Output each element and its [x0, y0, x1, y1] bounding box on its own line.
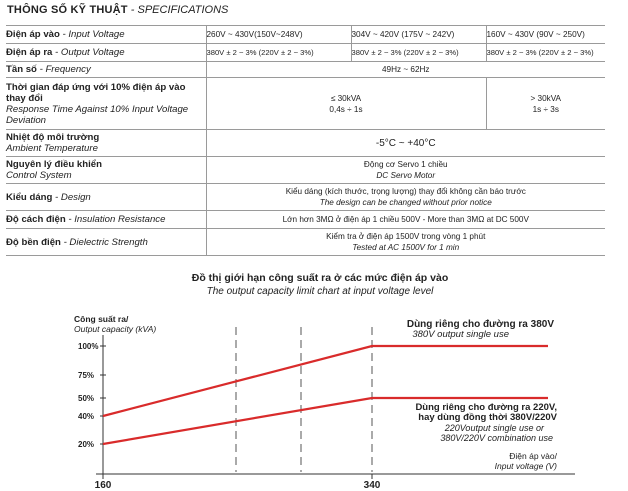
insulation-label: Độ cách điện	[6, 214, 66, 225]
input-voltage-value-3: 160V ~ 430V (90V ~ 250V)	[486, 26, 605, 44]
dielectric-value-en: Tested at AC 1500V for 1 min	[352, 243, 460, 252]
vertical-dashed-grid	[236, 327, 372, 472]
y-tick-label: 75%	[78, 371, 95, 380]
dielectric-value: Kiểm tra ở điện áp 1500V trong vòng 1 phút	[326, 232, 486, 241]
response-large-kva: > 30kVA	[530, 93, 562, 103]
y-tick-label: 100%	[78, 342, 99, 351]
series-220-label-en-2: 380V/220V combination use	[440, 433, 553, 443]
design-value: Kiểu dáng (kích thước, trọng lượng) thay đổi không cần báo trước	[285, 187, 526, 196]
insulation-value: Lớn hơn 3MΩ ở điện áp 1 chiều 500V - More than 3MΩ at DC 500V	[206, 211, 605, 229]
row-control	[6, 157, 605, 184]
control-value: Động cơ Servo 1 chiều	[363, 160, 448, 169]
spec-title	[7, 4, 228, 16]
insulation-label-en: - Insulation Resistance	[65, 214, 166, 225]
x-ticks	[95, 474, 381, 491]
control-value-en: DC Servo Motor	[376, 171, 436, 180]
dielectric-label-en: - Dielectric Strength	[60, 236, 148, 248]
row-response-time	[6, 78, 605, 130]
row-dielectric	[6, 229, 605, 256]
series-220-label-1: Dùng riêng cho đường ra 220V,	[415, 402, 557, 413]
frequency-value: 49Hz ~ 62Hz	[206, 62, 605, 78]
y-axis-label-en: Output capacity (kVA)	[74, 324, 157, 334]
design-value-en: The design can be changed without prior notice	[319, 198, 492, 207]
response-time-label-en: Response Time Against 10% Input Voltage Deviation	[6, 103, 189, 126]
row-design	[6, 184, 605, 211]
response-small-time: 0,4s ÷ 1s	[329, 104, 363, 114]
design-label: Kiểu dáng	[6, 191, 53, 203]
dielectric-label: Độ bền điện	[6, 236, 61, 248]
x-tick-label: 160	[94, 480, 112, 491]
series-380-label: Dùng riêng cho đường ra 380V	[406, 319, 554, 330]
control-label: Nguyên lý điều khiển	[6, 159, 102, 170]
y-tick-label: 20%	[78, 440, 95, 449]
output-capacity-chart	[0, 270, 628, 491]
spec-table	[6, 25, 605, 256]
series-220-label-en-1: 220Voutput single use or	[444, 423, 544, 433]
y-axis-label: Công suất ra/	[74, 314, 129, 324]
row-frequency	[6, 62, 605, 78]
row-ambient	[6, 130, 605, 157]
input-voltage-label-en: - Input Voltage	[59, 29, 125, 40]
response-time-label: Thời gian đáp ứng với 10% điện áp vào thay đổi	[6, 81, 186, 104]
chart-subtitle: The output capacity limit chart at input voltage level	[206, 286, 434, 297]
output-voltage-value-2: 380V ± 2 ~ 3% (220V ± 2 ~ 3%)	[351, 44, 486, 62]
spec-title-en: - SPECIFICATIONS	[127, 4, 229, 16]
output-voltage-value-1: 380V ± 2 ~ 3% (220V ± 2 ~ 3%)	[206, 44, 351, 62]
output-voltage-value-3: 380V ± 2 ~ 3% (220V ± 2 ~ 3%)	[486, 44, 605, 62]
frequency-label-en: - Frequency	[36, 64, 91, 75]
frequency-label: Tần số	[6, 64, 37, 75]
input-voltage-label: Điện áp vào	[6, 29, 60, 40]
row-insulation	[6, 211, 605, 229]
x-axis-label: Điện áp vào/	[509, 451, 557, 461]
response-small-kva: ≤ 30kVA	[330, 93, 362, 103]
input-voltage-value-2: 304V ~ 420V (175V ~ 242V)	[351, 26, 486, 44]
response-large-time: 1s ÷ 3s	[532, 104, 559, 114]
row-output-voltage	[6, 44, 605, 62]
x-tick-label: 340	[363, 480, 381, 491]
output-voltage-label-en: - Output Voltage	[52, 47, 125, 58]
row-input-voltage	[6, 26, 605, 44]
ambient-label: Nhiệt độ môi trường	[6, 132, 100, 143]
ambient-value: -5°C ~ +40°C	[206, 130, 605, 157]
output-voltage-label: Điện áp ra	[6, 47, 53, 58]
ambient-label-en: Ambient Temperature	[6, 143, 98, 154]
design-label-en: - Design	[52, 191, 91, 203]
x-axis-label-en: Input voltage (V)	[494, 461, 557, 471]
series-380-label-en: 380V output single use	[412, 329, 509, 340]
series-220-label-2: hay dùng đồng thời 380V/220V	[418, 412, 557, 423]
y-ticks	[78, 342, 106, 449]
y-tick-label: 40%	[78, 412, 95, 421]
spec-title-vn: THÔNG SỐ KỸ THUẬT	[7, 4, 128, 16]
input-voltage-value-1: 260V ~ 430V(150V~248V)	[206, 26, 351, 44]
chart-title: Đồ thị giới hạn công suất ra ở các mức điện áp vào	[191, 272, 449, 284]
control-label-en: Control System	[6, 170, 72, 181]
y-tick-label: 50%	[78, 394, 95, 403]
